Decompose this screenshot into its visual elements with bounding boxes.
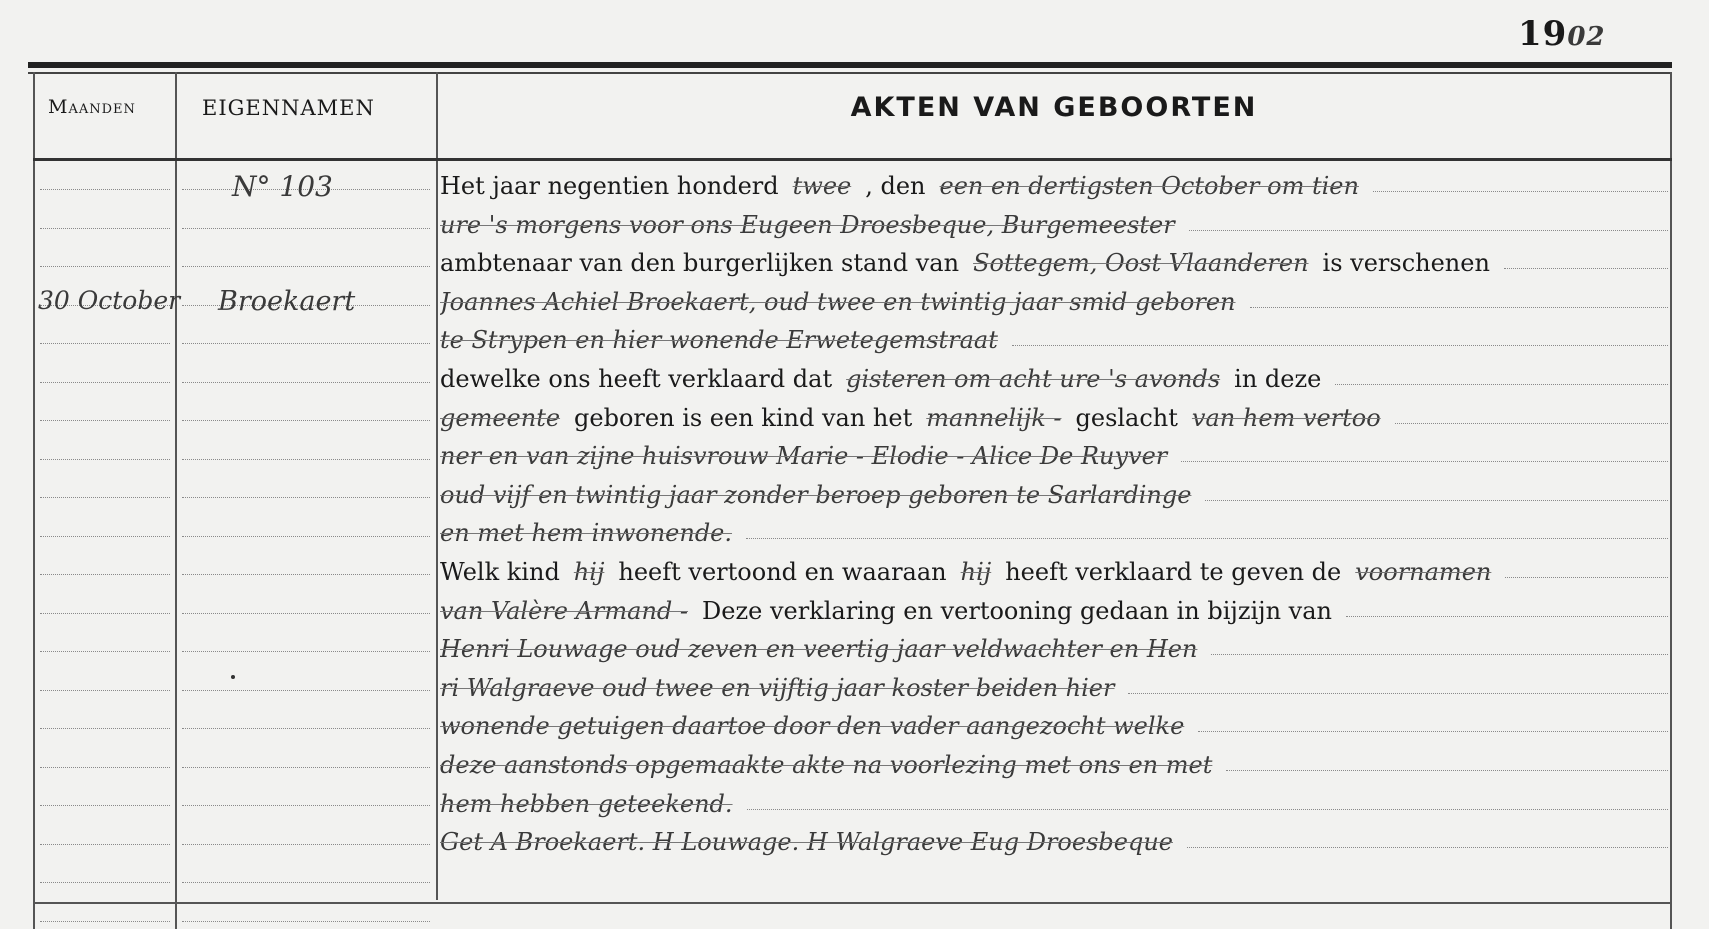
header-akten: AKTEN VAN GEBOORTEN: [850, 92, 1258, 123]
ruled-guide-line: [182, 343, 430, 344]
header-divider: [33, 158, 1672, 161]
ruled-guide-line: [182, 805, 430, 806]
entry-divider: [33, 902, 1672, 904]
ruled-guide-line: [182, 266, 430, 267]
handwritten-text: twee: [792, 172, 852, 200]
line-filler: [1395, 423, 1668, 424]
handwritten-text: hij: [573, 558, 605, 586]
ruled-guide-line: [40, 728, 170, 729]
line-filler: [1250, 307, 1668, 308]
ruled-guide-line: [40, 882, 170, 883]
line-filler: [1346, 616, 1668, 617]
top-rule-thin: [28, 72, 1672, 74]
line-filler: [1205, 500, 1668, 501]
entry-number: N° 103: [232, 170, 333, 203]
ruled-guide-line: [182, 844, 430, 845]
ruled-guide-line: [182, 613, 430, 614]
handwritten-text: gisteren om acht ure 's avonds: [846, 365, 1221, 393]
ruled-guide-line: [182, 651, 430, 652]
ruled-guide-line: [40, 497, 170, 498]
act-line: [440, 664, 1668, 702]
handwritten-text: Sottegem, Oost Vlaanderen: [973, 249, 1309, 278]
ruled-guide-line: [40, 574, 170, 575]
act-line: [440, 587, 1668, 625]
line-filler: [1335, 384, 1668, 385]
ruled-guide-line: [40, 613, 170, 614]
printed-text: Het jaar negentien honderd: [440, 172, 779, 200]
ruled-guide-line: [182, 882, 430, 883]
ruled-guide-line: [182, 420, 430, 421]
act-line: [440, 702, 1668, 740]
handwritten-text: te Strypen en hier wonende Erwetegemstraat: [440, 326, 998, 355]
ruled-guide-line: [182, 382, 430, 383]
header-maanden: Maanden: [48, 96, 136, 118]
ruled-guide-line: [182, 459, 430, 460]
ruled-guide-line: [40, 767, 170, 768]
act-line: [440, 625, 1668, 663]
year-printed: 19: [1518, 14, 1568, 54]
handwritten-text: ri Walgraeve oud twee en vijftig jaar koster beiden hier: [440, 673, 1115, 702]
column-divider-1: [175, 72, 177, 929]
line-filler: [1128, 693, 1668, 694]
year-label: [1518, 14, 1606, 54]
ruled-guide-line: [182, 921, 430, 922]
line-filler: [1012, 345, 1668, 346]
ruled-guide-line: [182, 690, 430, 691]
ruled-guide-line: [182, 767, 430, 768]
line-filler: [1198, 731, 1668, 732]
handwritten-text: Get A Broekaert. H Louwage. H Walgraeve Eug Droesbeque: [440, 828, 1173, 857]
printed-text: Welk kind: [440, 558, 560, 586]
ruled-guide-line: [40, 651, 170, 652]
handwritten-text: ner en van zijne huisvrouw Marie - Elodie - Alice De Ruyver: [440, 442, 1168, 471]
act-line: [440, 278, 1668, 316]
line-filler: [1181, 461, 1668, 462]
frame-right: [1670, 72, 1672, 929]
ruled-guide-line: [182, 536, 430, 537]
printed-text: in deze: [1234, 365, 1322, 393]
act-line: [440, 471, 1668, 509]
line-filler: [1373, 191, 1668, 192]
ruled-guide-line: [40, 844, 170, 845]
line-filler: [747, 809, 1668, 810]
printed-text: ambtenaar van den burgerlijken stand van: [440, 249, 960, 278]
handwritten-text: gemeente: [440, 403, 561, 432]
act-line: [440, 201, 1668, 239]
line-filler: [1187, 847, 1668, 848]
handwritten-text: voornamen: [1355, 558, 1492, 586]
handwritten-text: deze aanstonds opgemaakte akte na voorlezing met ons en met: [440, 751, 1213, 779]
printed-text: dewelke ons heeft verklaard dat: [440, 365, 833, 393]
ruled-guide-line: [40, 189, 170, 190]
line-filler: [1504, 268, 1668, 269]
ruled-guide-line: [182, 228, 430, 229]
ruled-guide-line: [40, 382, 170, 383]
act-line: [440, 432, 1668, 470]
line-filler: [746, 538, 1668, 539]
act-line: [440, 316, 1668, 354]
ruled-guide-line: [40, 266, 170, 267]
ruled-guide-line: [40, 228, 170, 229]
act-line: [440, 355, 1668, 393]
handwritten-text: Henri Louwage oud zeven en veertig jaar veldwachter en Hen: [440, 635, 1198, 664]
act-line: [440, 509, 1668, 547]
year-handwritten: 02: [1567, 22, 1606, 52]
act-line: [440, 548, 1668, 586]
printed-text: heeft verklaard te geven de: [1005, 558, 1342, 586]
printed-text: geboren is een kind van het: [574, 403, 913, 432]
ruled-guide-line: [182, 574, 430, 575]
act-line: [440, 162, 1668, 200]
act-line: [440, 741, 1668, 779]
act-line: [440, 780, 1668, 818]
entry-surname: Broekaert: [218, 286, 356, 317]
printed-text: , den: [865, 172, 926, 200]
margin-dot: [231, 675, 235, 679]
top-rule: [28, 62, 1672, 68]
handwritten-text: ure 's morgens voor ons Eugeen Droesbeque, Burgemeester: [440, 210, 1175, 239]
ruled-guide-line: [40, 536, 170, 537]
line-filler: [1211, 654, 1668, 655]
line-filler: [1226, 770, 1668, 771]
handwritten-text: en met hem inwonende.: [440, 519, 733, 548]
handwritten-text: mannelijk -: [926, 403, 1062, 432]
handwritten-text: Joannes Achiel Broekaert, oud twee en twintig jaar smid geboren: [440, 287, 1236, 316]
entry-date: 30 October: [38, 286, 181, 315]
frame-left: [33, 72, 35, 929]
line-filler: [1505, 577, 1668, 578]
ruled-guide-line: [40, 921, 170, 922]
act-line: [440, 394, 1668, 432]
handwritten-text: een en dertigsten October om tien: [939, 172, 1359, 200]
line-filler: [1189, 230, 1668, 231]
ruled-guide-line: [40, 805, 170, 806]
handwritten-text: wonende getuigen daartoe door den vader aangezocht welke: [440, 712, 1185, 741]
handwritten-text: van hem vertoo: [1191, 403, 1381, 432]
ruled-guide-line: [40, 343, 170, 344]
printed-text: heeft vertoond en waaraan: [618, 558, 947, 586]
handwritten-text: hem hebben geteekend.: [440, 789, 733, 818]
handwritten-text: van Valère Armand -: [440, 596, 689, 625]
ruled-guide-line: [40, 690, 170, 691]
handwritten-text: oud vijf en twintig jaar zonder beroep geboren te Sarlardinge: [440, 480, 1192, 509]
act-line: [440, 818, 1668, 856]
printed-text: is verschenen: [1322, 249, 1490, 278]
act-line: [440, 239, 1668, 277]
column-divider-2: [436, 72, 438, 900]
ruled-guide-line: [182, 497, 430, 498]
handwritten-text: hij: [960, 558, 992, 586]
ruled-guide-line: [40, 420, 170, 421]
printed-text: geslacht: [1075, 403, 1178, 432]
header-eigennamen: EIGENNAMEN: [202, 96, 375, 120]
ruled-guide-line: [40, 459, 170, 460]
ruled-guide-line: [182, 728, 430, 729]
printed-text: Deze verklaring en vertooning gedaan in bijzijn van: [702, 596, 1332, 625]
